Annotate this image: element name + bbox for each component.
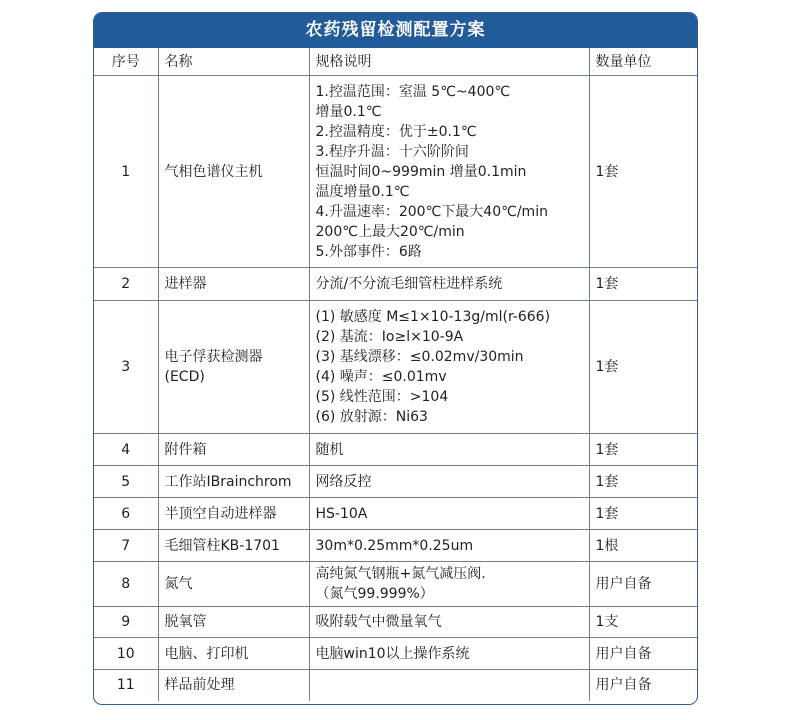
config-table-card (93, 12, 698, 705)
header-qty: 数量单位 (589, 48, 698, 76)
row-spec: 电脑win10以上操作系统 (309, 638, 589, 670)
row-spec: (1) 敏感度 M≤1×10-13g/ml(r-666) (2) 基流：Io≥l×10-9A (3) 基线漂移：≤0.02mv/30min (4) 噪声：≤0.01mv (5) 线性范围：>104 (6) 放射源：Ni63 (309, 301, 589, 434)
table-row (94, 638, 698, 670)
header-spec: 规格说明 (309, 48, 589, 76)
row-no: 9 (94, 607, 158, 638)
row-spec: HS-10A (309, 498, 589, 530)
table-row (94, 268, 698, 301)
row-qty: 1套 (589, 268, 698, 301)
row-spec: 1.控温范围：室温 5℃~400℃ 增量0.1℃ 2.控温精度：优于±0.1℃ 3.程序升温：十六阶阶间 恒温时间0~999min 增量0.1min 温度增量0.1℃ 4.升温速率：200℃下最大40℃/min 200℃上最大20℃/min 5.外部事件：6路 (309, 76, 589, 268)
table-row (94, 301, 698, 434)
row-name: 进样器 (158, 268, 309, 301)
table-row (94, 670, 698, 701)
row-qty: 用户自备 (589, 638, 698, 670)
row-name: 毛细管柱KB-1701 (158, 530, 309, 562)
row-qty: 1套 (589, 434, 698, 466)
row-spec (309, 670, 589, 701)
row-spec: 分流/不分流毛细管柱进样系统 (309, 268, 589, 301)
table-row (94, 76, 698, 268)
row-name: 工作站IBrainchrom (158, 466, 309, 498)
row-spec: 30m*0.25mm*0.25um (309, 530, 589, 562)
header-no: 序号 (94, 48, 158, 76)
row-spec: 随机 (309, 434, 589, 466)
row-qty: 用户自备 (589, 670, 698, 701)
row-no: 3 (94, 301, 158, 434)
row-spec: 网络反控 (309, 466, 589, 498)
row-qty: 1套 (589, 76, 698, 268)
table-row (94, 607, 698, 638)
table-row (94, 498, 698, 530)
row-no: 1 (94, 76, 158, 268)
table-row (94, 562, 698, 607)
row-no: 7 (94, 530, 158, 562)
row-qty: 1套 (589, 466, 698, 498)
row-spec: 高纯氮气钢瓶+氮气减压阀. （氮气99.999%） (309, 562, 589, 607)
row-no: 10 (94, 638, 158, 670)
row-qty: 1根 (589, 530, 698, 562)
table-row (94, 466, 698, 498)
row-spec: 吸附载气中微量氧气 (309, 607, 589, 638)
row-name: 电脑、打印机 (158, 638, 309, 670)
row-qty: 1支 (589, 607, 698, 638)
row-no: 8 (94, 562, 158, 607)
row-no: 6 (94, 498, 158, 530)
row-qty: 1套 (589, 301, 698, 434)
row-name: 样品前处理 (158, 670, 309, 701)
table-row (94, 434, 698, 466)
row-name: 氮气 (158, 562, 309, 607)
row-name: 脱氧管 (158, 607, 309, 638)
row-qty: 1套 (589, 498, 698, 530)
row-no: 11 (94, 670, 158, 701)
row-no: 4 (94, 434, 158, 466)
row-name: 附件箱 (158, 434, 309, 466)
table-row (94, 530, 698, 562)
row-no: 2 (94, 268, 158, 301)
table-title: 农药残留检测配置方案 (94, 13, 697, 48)
row-name: 电子俘获检测器 (ECD) (158, 301, 309, 434)
row-name: 半顶空自动进样器 (158, 498, 309, 530)
header-name: 名称 (158, 48, 309, 76)
row-name: 气相色谱仪主机 (158, 76, 309, 268)
row-no: 5 (94, 466, 158, 498)
row-qty: 用户自备 (589, 562, 698, 607)
header-row (94, 48, 698, 76)
config-table (94, 48, 698, 701)
